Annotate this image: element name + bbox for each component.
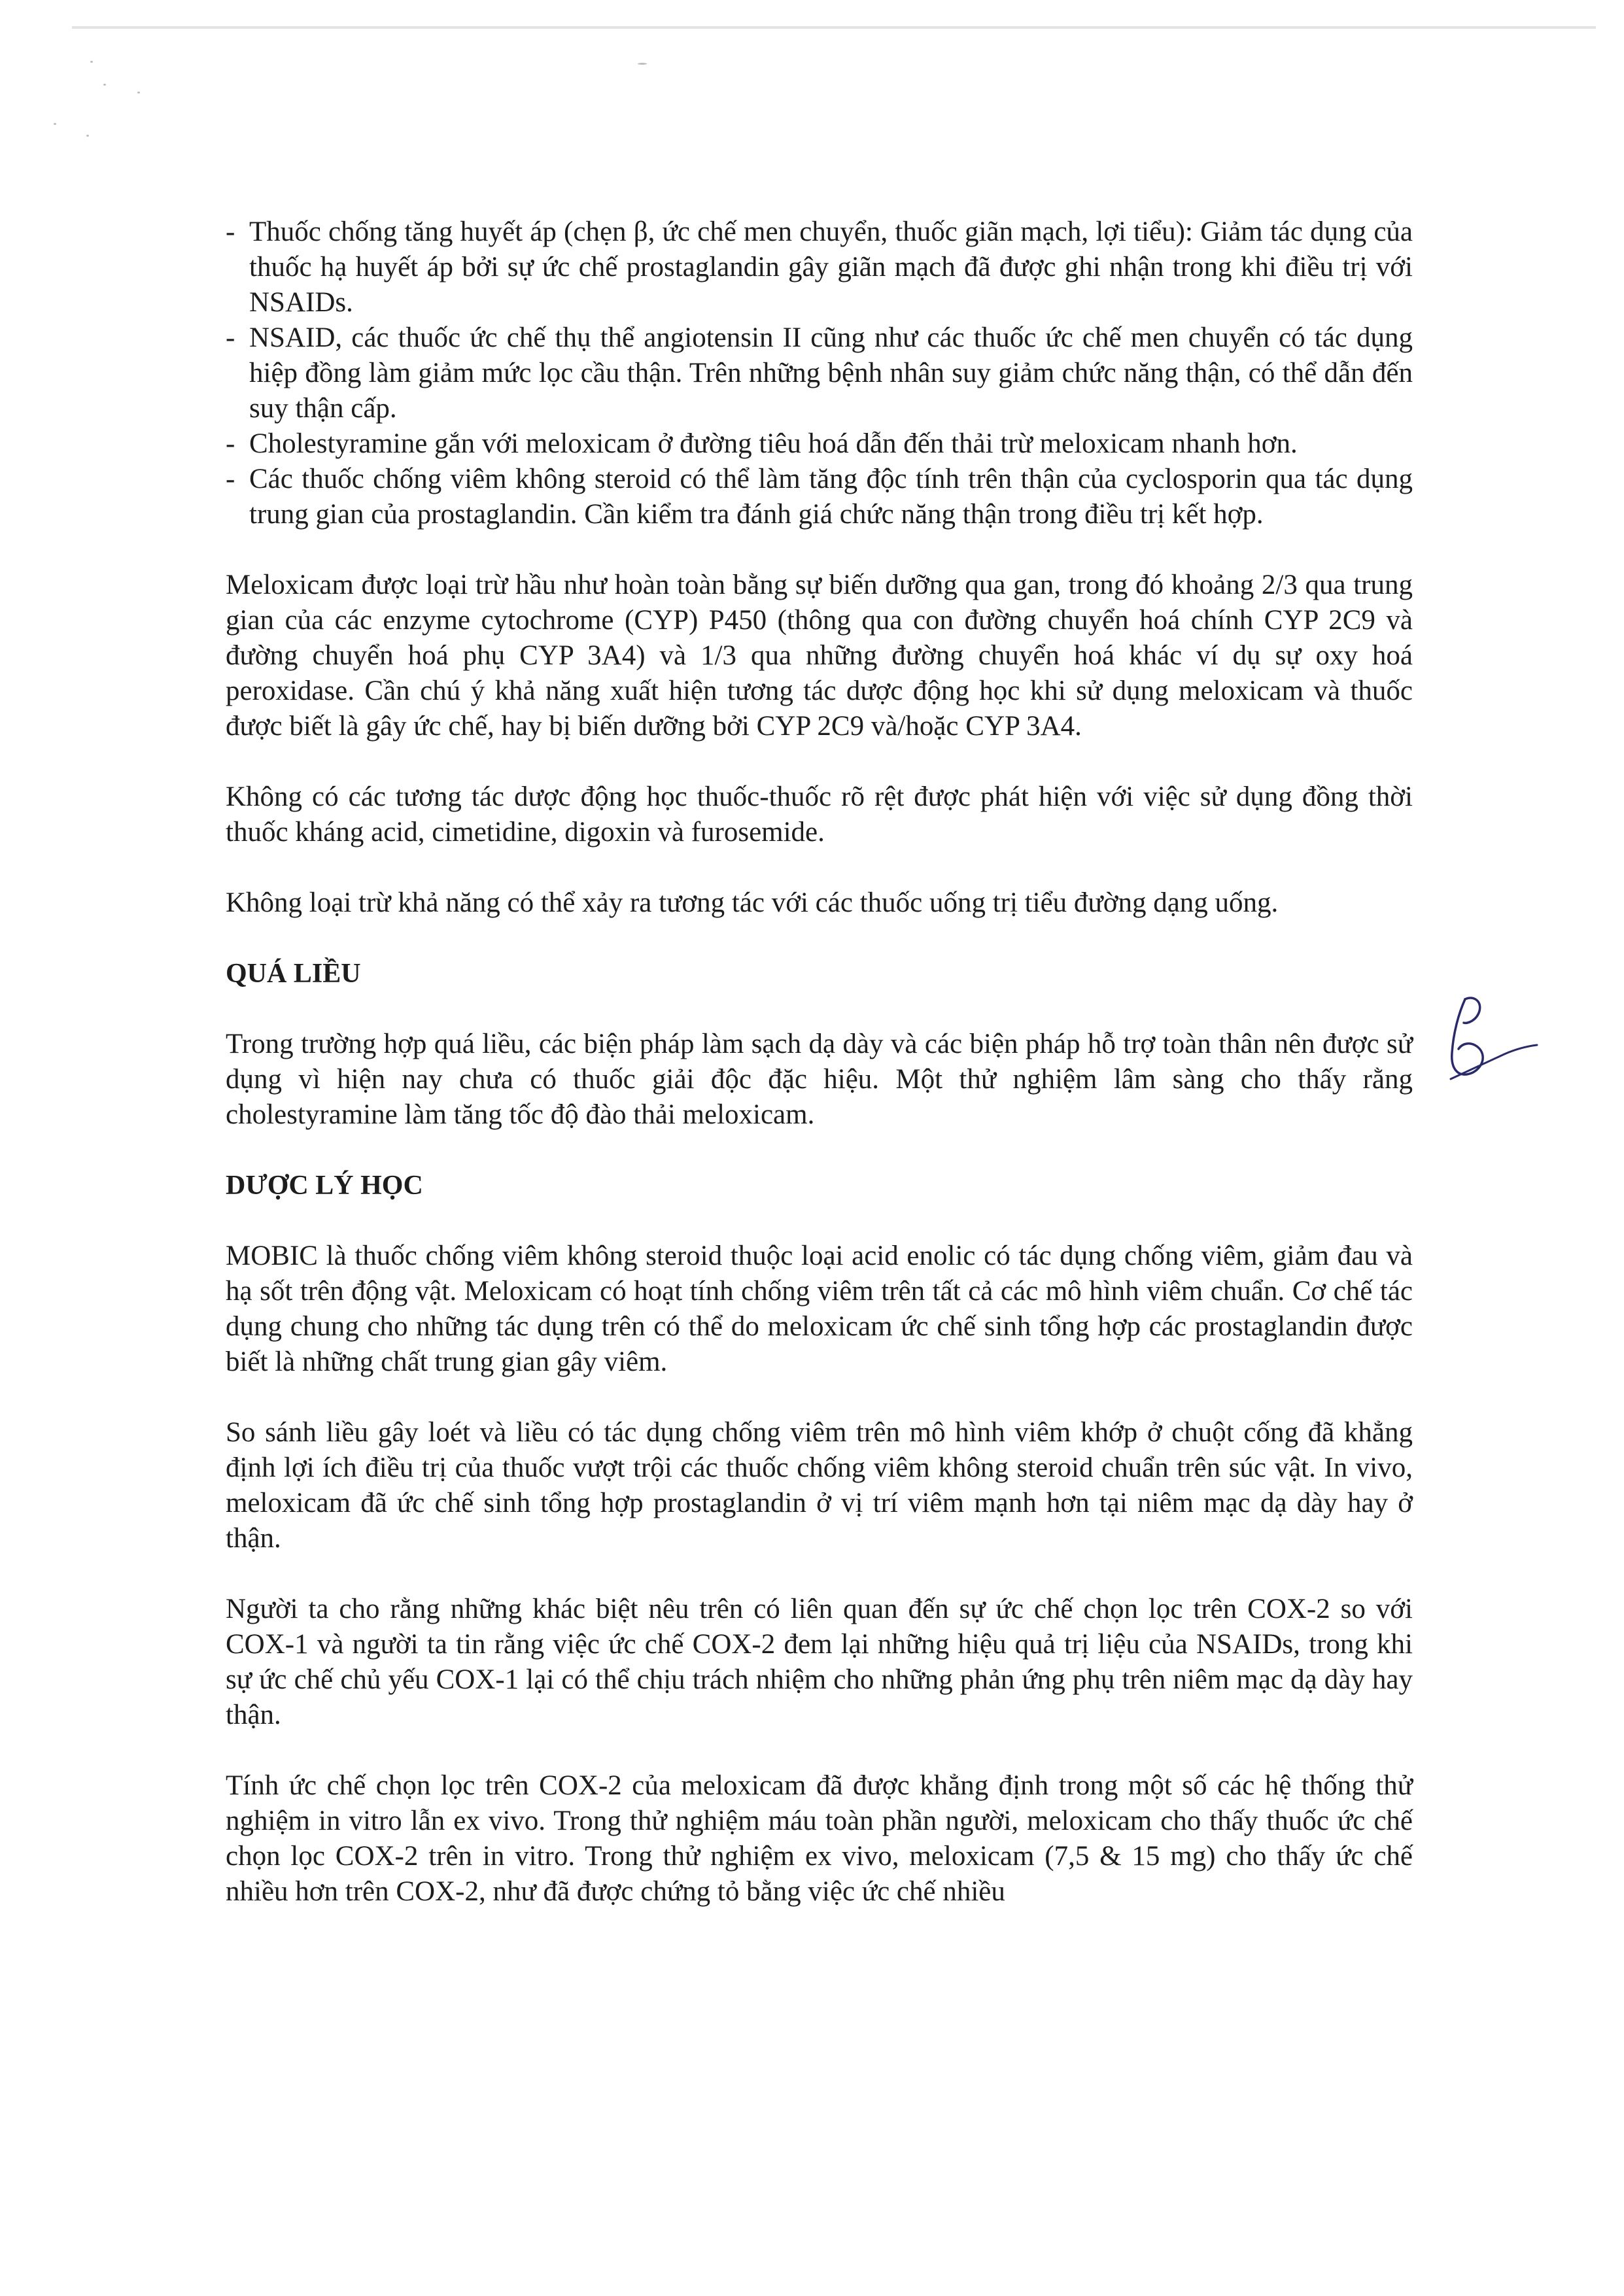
bullet-dash: -	[226, 428, 235, 459]
pharmacology-heading: DƯỢC LÝ HỌC	[226, 1171, 423, 1201]
bullet-item	[226, 426, 1413, 462]
bullet-dash: -	[226, 216, 235, 247]
pharmacology-paragraph: So sánh liều gây loét và liều có tác dụng chống viêm trên mô hình viêm khớp ở chuột cống đã khẳng định lợi ích điều trị của thuốc vượt trội các thuốc chống viêm không steroid chuẩn trên súc vật. In vivo, meloxicam đã ức chế sinh tổng hợp prostaglandin ở vị trí viêm mạnh hơn tại niêm mạc dạ dày hay ở thận.	[226, 1417, 1413, 1554]
bullet-dash: -	[226, 464, 235, 494]
bullet-text: Các thuốc chống viêm không steroid có thể làm tăng độc tính trên thận của cyclosporin qua tác dụng trung gian của prostaglandin. Cần kiểm tra đánh giá chức năng thận trong điều trị kết hợp.	[249, 464, 1413, 530]
pharmacology-paragraph: MOBIC là thuốc chống viêm không steroid thuộc loại acid enolic có tác dụng chống viêm, giảm đau và hạ sốt trên động vật. Meloxicam có hoạt tính chống viêm trên tất cả các mô hình viêm chuẩn. Cơ chế tác dụng chung cho những tác dụng trên có thể do meloxicam ức chế sinh tổng hợp các prostaglandin được biết là những chất trung gian gây viêm.	[226, 1241, 1413, 1377]
overdose-paragraph: Trong trường hợp quá liều, các biện pháp làm sạch dạ dày và các biện pháp hỗ trợ toàn thân nên được sử dụng vì hiện nay chưa có thuốc giải độc đặc hiệu. Một thử nghiệm lâm sàng cho thấy rằng cholestyramine làm tăng tốc độ đào thải meloxicam.	[226, 1029, 1413, 1130]
pharmacology-paragraph: Tính ức chế chọn lọc trên COX-2 của meloxicam đã được khẳng định trong một số các hệ thống thử nghiệm in vitro lẫn ex vivo. Trong thử nghiệm máu toàn phần người, meloxicam cho thấy thuốc ức chế chọn lọc COX-2 trên in vitro. Trong thử nghiệm ex vivo, meloxicam (7,5 & 15 mg) cho thấy ức chế nhiều hơn trên COX-2, như đã được chứng tỏ bằng việc ức chế nhiều	[226, 1770, 1413, 1907]
scan-speck	[137, 92, 140, 94]
bullet-dash: -	[226, 322, 235, 353]
scan-speck	[90, 61, 93, 63]
bullet-item	[226, 462, 1413, 532]
handwritten-initials-mark	[1439, 981, 1544, 1092]
antidiabetic-paragraph: Không loại trừ khả năng có thể xảy ra tương tác với các thuốc uống trị tiểu đường dạng uống.	[226, 887, 1279, 918]
bullet-item	[226, 320, 1413, 426]
bullet-text: NSAID, các thuốc ức chế thụ thể angiotensin II cũng như các thuốc ức chế men chuyển có tác dụng hiệp đồng làm giảm mức lọc cầu thận. Trên những bệnh nhân suy giảm chức năng thận, có thể dẫn đến suy thận cấp.	[249, 322, 1413, 424]
bullet-text: Cholestyramine gắn với meloxicam ở đường tiêu hoá dẫn đến thải trừ meloxicam nhanh hơn.	[249, 428, 1298, 459]
interaction-bullet-list	[226, 214, 1413, 532]
scan-top-edge	[72, 26, 1596, 29]
pharmacology-paragraph: Người ta cho rằng những khác biệt nêu trên có liên quan đến sự ức chế chọn lọc trên COX-2 so với COX-1 và người ta tin rằng việc ức chế COX-2 đem lại những hiệu quả trị liệu của NSAIDs, trong khi sự ức chế chủ yếu COX-1 lại có thể chịu trách nhiệm cho những phản ứng phụ trên niêm mạc dạ dày hay thận.	[226, 1594, 1413, 1730]
bullet-text: Thuốc chống tăng huyết áp (chẹn β, ức chế men chuyển, thuốc giãn mạch, lợi tiểu): Giảm tác dụng của thuốc hạ huyết áp bởi sự ức chế prostaglandin gây giãn mạch đã được ghi nhận trong khi điều trị với NSAIDs.	[249, 216, 1413, 318]
metabolism-paragraph: Meloxicam được loại trừ hầu như hoàn toàn bằng sự biến dưỡng qua gan, trong đó khoảng 2/3 qua trung gian của các enzyme cytochrome (CYP) P450 (thông qua con đường chuyển hoá chính CYP 2C9 và đường chuyển hoá phụ CYP 3A4) và 1/3 qua những đường chuyển hoá khác ví dụ sự oxy hoá peroxidase. Cần chú ý khả năng xuất hiện tương tác dược động học khi sử dụng meloxicam và thuốc được biết là gây ức chế, hay bị biến dưỡng bởi CYP 2C9 và/hoặc CYP 3A4.	[226, 570, 1413, 742]
overdose-heading: QUÁ LIỀU	[226, 959, 361, 989]
scan-speck	[54, 123, 56, 125]
scan-speck	[86, 135, 89, 137]
document-body	[226, 214, 1413, 1910]
no-interactions-paragraph: Không có các tương tác dược động học thuốc-thuốc rõ rệt được phát hiện với việc sử dụng đồng thời thuốc kháng acid, cimetidine, digoxin và furosemide.	[226, 781, 1413, 848]
bullet-item	[226, 214, 1413, 320]
scan-speck	[103, 84, 106, 86]
scan-speck	[638, 63, 647, 65]
